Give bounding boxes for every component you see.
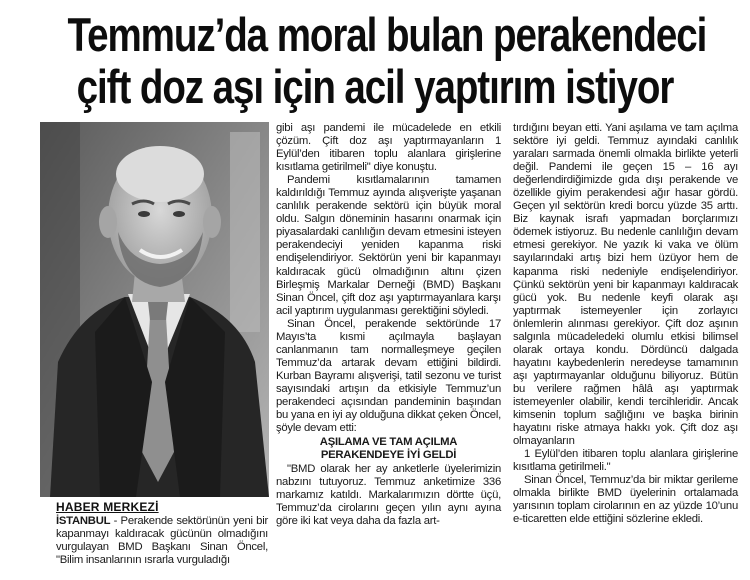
subheading-line-2: PERAKENDEYE İYİ GELDİ: [320, 448, 457, 461]
subheading: [276, 436, 501, 461]
article-column-1: [56, 515, 268, 567]
paragraph: Sinan Öncel, perakende sektöründe 17 Mayıs’ta kısmi açılmayla başlayan canlanmanın tam normalleşmeye geçilen Temmuz’da artarak devam ettiğini bildirdi. Kurban Bayramı alışverişi, tatil sezonu ve turist sayısındaki artışın da etkisiyle Temmuz’un perakendeci açısından pandeminin başından bu yana en iyi ay olduğuna dikkat çeken Öncel, şöyle devam etti:: [276, 317, 501, 435]
paragraph: gibi aşı pandemi ile mücadelede en etkili çözüm. Çift doz aşı yaptırmayanların 1 Eylül’den itibaren toplu alanlara girişlerine kısıtlama getirilmeli" diye konuştu.: [276, 122, 501, 174]
paragraph: tırdığını beyan etti. Yani aşılama ve tam açılma sektöre iyi geldi. Temmuz ayındaki canlılık yaraları sarmada önemli olmakla birlikte yeterli değil. Pandemi ile geçen 15 – 16 ayı değerlendirdiğimizde gıda dışı perakende ve özellikle giyim perakendesi ağır hasar gördü. Geçen yıl sektörün kredi borcu yüzde 35 arttı. Biz kaynak israfı yapmadan borçlarımızı ödemek istiyoruz. Bu nedenle canlılığın devam etmesi gerekiyor. Ne yazık ki vaka ve ölüm sayılarındaki artış bizi hem üzüyor hem de kapanma riski nedeniyle endişelendiriyor. Çünkü sektörün yeni bir kapanmayı kaldıracak gücü yok. Bu nedenle keyfi olarak aşı yaptırmak istemeyenler için zorlayıcı önlemlerin alınması gerekiyor. Çift doz aşının salgınla mücadeledeki olumlu etkisi bilimsel olarak ortaya kondu. Dördüncü dalgada hayatını kaybedenlerin neredeyse tamamının aşı yaptırmayanlar olduğunu biliyoruz. Bütün bu verilere rağmen hâlâ aşı yaptırmak istemeyenler olabilir, kendi tercihleridir. Ancak kimsenin toplum sağlığını ve başka birinin hayatını riske atmaya hakkı yok. Çift doz aşı olmayanların: [513, 122, 738, 448]
lead-text: - Perakende sektörünün yeni bir kapanmayı kaldıracak gücünün olmadığını vurgulayan BMD Başkanı Sinan Öncel, "Bilim insanlarının ısrarla vurguladığı: [56, 515, 268, 567]
headline-line-2: çift doz aşı için acil yaptırım istiyor: [76, 60, 674, 113]
paragraph: Pandemi kısıtlamalarının tamamen kaldırıldığı Temmuz ayında alışverişte yaşanan canlılık perakende sektörü için büyük moral oldu. Salgın döneminin hasarını onarmak için piyasalardaki canlılığın devam etmesini isteyen perakendeciyi yeniden kapanma riski endişelendiriyor. Sektörün yeni bir kapanmayı kaldıracak gücü olmadığının altını çizen Birleşmiş Markalar Derneği (BMD) Başkanı Sinan Öncel, çift doz aşı yaptırmayanlara karşı acil yaptırım uygulanması gerektiğini söyledi.: [276, 174, 501, 317]
paragraph: Sinan Öncel, Temmuz’da bir miktar gerileme olmakla birlikte BMD üyelerinin ortalamada yarısının toplam cirolarının en az yüzde 10’unu e-ticaretten elde ettiğini sözlerine ekledi.: [513, 474, 738, 526]
paragraph: "BMD olarak her ay anketlerle üyelerimizin nabzını tutuyoruz. Temmuz anketimize 336 markamız katıldı. Markalarımızın dörtte üçü, Temmuz’da cirolarını geçen yılın aynı ayına göre iki kat veya daha da fazla art-: [276, 463, 501, 528]
paragraph: 1 Eylül’den itibaren toplu alanlara girişlerine kısıtlama getirilmeli.": [513, 448, 738, 474]
portrait-photo: [40, 122, 269, 497]
subheading-line-1: AŞILAMA VE TAM AÇILMA: [319, 436, 458, 449]
article-column-2: [276, 122, 501, 528]
dateline: İSTANBUL: [56, 515, 111, 527]
article-column-3: [513, 122, 738, 526]
byline: HABER MERKEZİ: [56, 500, 159, 514]
headline-line-1: Temmuz’da moral bulan perakendeci: [67, 8, 707, 61]
lead-paragraph: [56, 515, 268, 567]
portrait-illustration: [40, 122, 269, 497]
